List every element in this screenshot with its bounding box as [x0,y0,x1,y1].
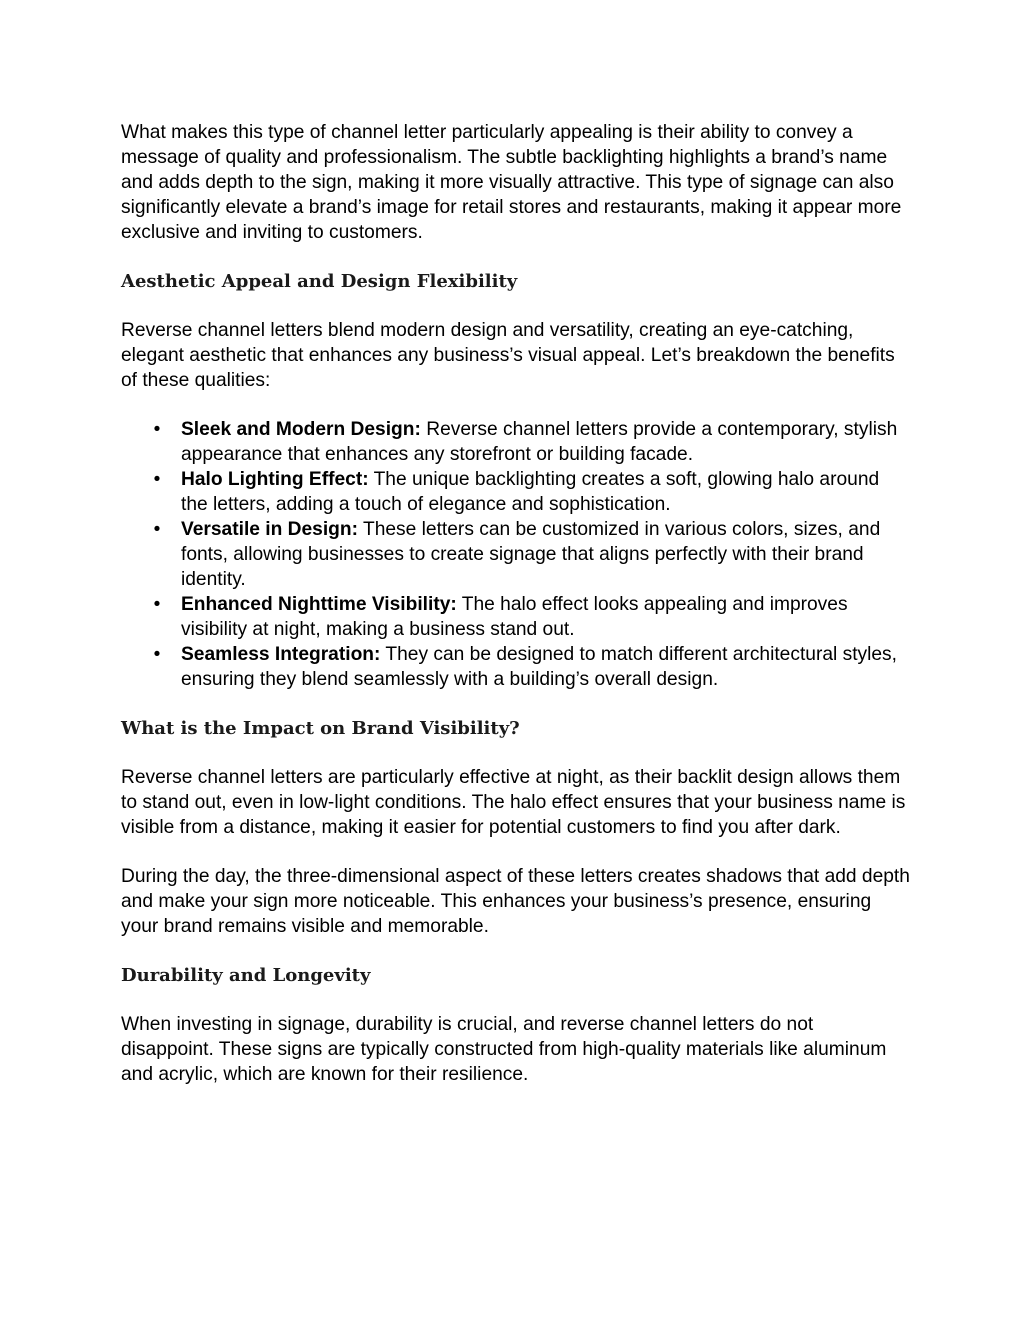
list-item [121,642,911,692]
list-item-text: Reverse channel letters provide a contemporary, stylish appearance that enhances any storefront or building facade. [181,419,898,465]
section-heading-durability: Durability and Longevity [121,965,371,986]
list-item [121,592,911,642]
benefits-list [121,417,911,692]
section-heading-aesthetic: Aesthetic Appeal and Design Flexibility [121,271,518,292]
list-item [121,467,911,517]
bullet-icon: • [153,594,161,615]
list-item [121,517,911,592]
list-item-text: These letters can be customized in various colors, sizes, and fonts, allowing businesses to create signage that aligns perfectly with their brand identity. [181,519,881,590]
bullet-icon: • [153,519,161,540]
list-item-term: Versatile in Design: [181,519,359,540]
bullet-icon: • [153,644,161,665]
list-item-text: The halo effect looks appealing and improves visibility at night, making a business stand out. [181,594,848,640]
list-item [121,417,911,467]
list-item-term: Halo Lighting Effect: [181,469,369,490]
bullet-icon: • [153,419,161,440]
intro-paragraph: What makes this type of channel letter particularly appealing is their ability to convey a message of quality and professionalism. The subtle backlighting highlights a brand’s name and adds depth to the sign, making it more visually attractive. This type of signage can also significantly elevate a brand’s image for retail stores and restaurants, making it appear more exclusive and inviting to customers. [121,122,902,243]
list-item-term: Sleek and Modern Design: [181,419,421,440]
durability-paragraph: When investing in signage, durability is crucial, and reverse channel letters do not disappoint. These signs are typically constructed from high-quality materials like aluminum and acrylic, which are known for their resilience. [121,1014,887,1085]
section-heading-impact: What is the Impact on Brand Visibility? [121,718,520,739]
impact-paragraph-2: During the day, the three-dimensional aspect of these letters creates shadows that add depth and make your sign more noticeable. This enhances your business’s presence, ensuring your brand remains visible and memorable. [121,866,910,937]
document-page [121,120,911,1087]
list-item-term: Enhanced Nighttime Visibility: [181,594,457,615]
aesthetic-paragraph: Reverse channel letters blend modern design and versatility, creating an eye-catching, elegant aesthetic that enhances any business’s visual appeal. Let’s breakdown the benefits of these qualities: [121,320,895,391]
list-item-text: They can be designed to match different architectural styles, ensuring they blend seamlessly with a building’s overall design. [181,644,897,690]
impact-paragraph-1: Reverse channel letters are particularly effective at night, as their backlit design allows them to stand out, even in low-light conditions. The halo effect ensures that your business name is visible from a distance, making it easier for potential customers to find you after dark. [121,767,906,838]
list-item-term: Seamless Integration: [181,644,381,665]
list-item-text: The unique backlighting creates a soft, glowing halo around the letters, adding a touch of elegance and sophistication. [181,469,880,515]
bullet-icon: • [153,469,161,490]
